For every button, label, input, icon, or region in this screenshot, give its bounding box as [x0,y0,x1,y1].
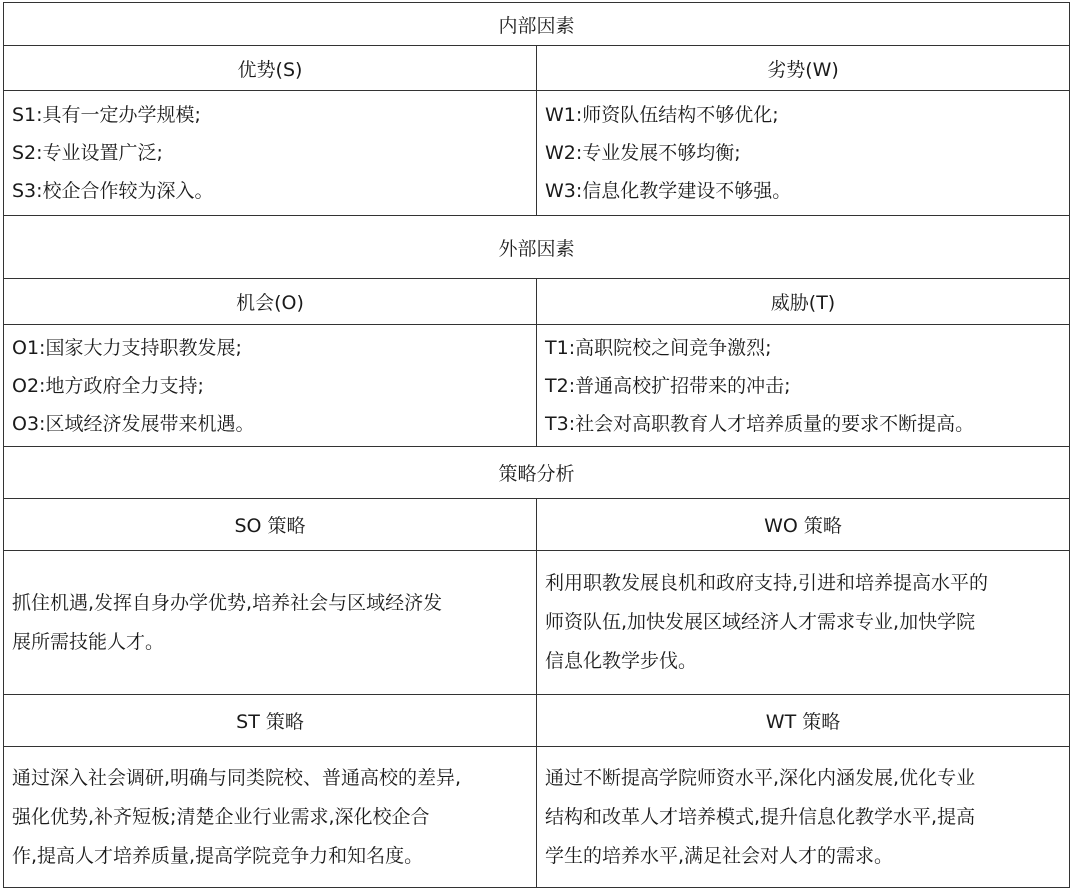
weakness-item: W3:信息化教学建设不够强。 [545,180,792,202]
weakness-item: W1:师资队伍结构不够优化; [545,104,779,126]
strengths-cell [4,91,537,216]
wo-strategy-heading: WO 策略 [537,499,1070,551]
swot-table [3,2,1070,888]
threat-item: T1:高职院校之间竞争激烈; [545,336,772,359]
so-strategy-line: 展所需技能人才。 [12,630,165,653]
wo-strategy-line: 师资队伍,加快发展区域经济人才需求专业,加快学院 [545,611,976,633]
threats-heading: 威胁(T) [537,279,1070,325]
wt-strategy-heading: WT 策略 [537,695,1070,747]
opportunities-cell [4,325,537,447]
weaknesses-heading: 劣势(W) [537,46,1070,91]
so-strategy-cell [4,551,537,695]
strategy-analysis-title: 策略分析 [4,447,1070,499]
opportunities-heading: 机会(O) [4,279,537,325]
wt-strategy-line: 通过不断提高学院师资水平,深化内涵发展,优化专业 [545,766,976,789]
so-strategy-line: 抓住机遇,发挥自身办学优势,培养社会与区域经济发 [12,591,443,614]
so-strategy-heading: SO 策略 [4,499,537,551]
strength-item: S1:具有一定办学规模; [12,104,201,126]
threat-item: T3:社会对高职教育人才培养质量的要求不断提高。 [545,412,975,435]
st-strategy-heading: ST 策略 [4,695,537,747]
wt-strategy-cell [537,747,1070,888]
wo-strategy-line: 信息化教学步伐。 [545,650,698,672]
strength-item: S3:校企合作较为深入。 [12,180,214,202]
weaknesses-cell [537,91,1070,216]
wt-strategy-line: 结构和改革人才培养模式,提升信息化教学水平,提高 [545,805,976,828]
wo-strategy-cell [537,551,1070,695]
opportunity-item: O3:区域经济发展带来机遇。 [12,412,255,435]
st-strategy-line: 强化优势,补齐短板;清楚企业行业需求,深化校企合 [12,805,430,828]
wo-strategy-line: 利用职教发展良机和政府支持,引进和培养提高水平的 [545,572,989,594]
opportunity-item: O1:国家大力支持职教发展; [12,336,242,359]
st-strategy-line: 通过深入社会调研,明确与同类院校、普通高校的差异, [12,766,462,789]
wt-strategy-line: 学生的培养水平,满足社会对人才的需求。 [545,844,894,867]
weakness-item: W2:专业发展不够均衡; [545,142,741,164]
internal-factors-title: 内部因素 [4,3,1070,46]
threat-item: T2:普通高校扩招带来的冲击; [545,374,791,397]
st-strategy-cell [4,747,537,888]
opportunity-item: O2:地方政府全力支持; [12,374,204,397]
strengths-heading: 优势(S) [4,46,537,91]
st-strategy-line: 作,提高人才培养质量,提高学院竞争力和知名度。 [12,844,424,867]
external-factors-title: 外部因素 [4,216,1070,279]
threats-cell [537,325,1070,447]
strength-item: S2:专业设置广泛; [12,142,163,164]
